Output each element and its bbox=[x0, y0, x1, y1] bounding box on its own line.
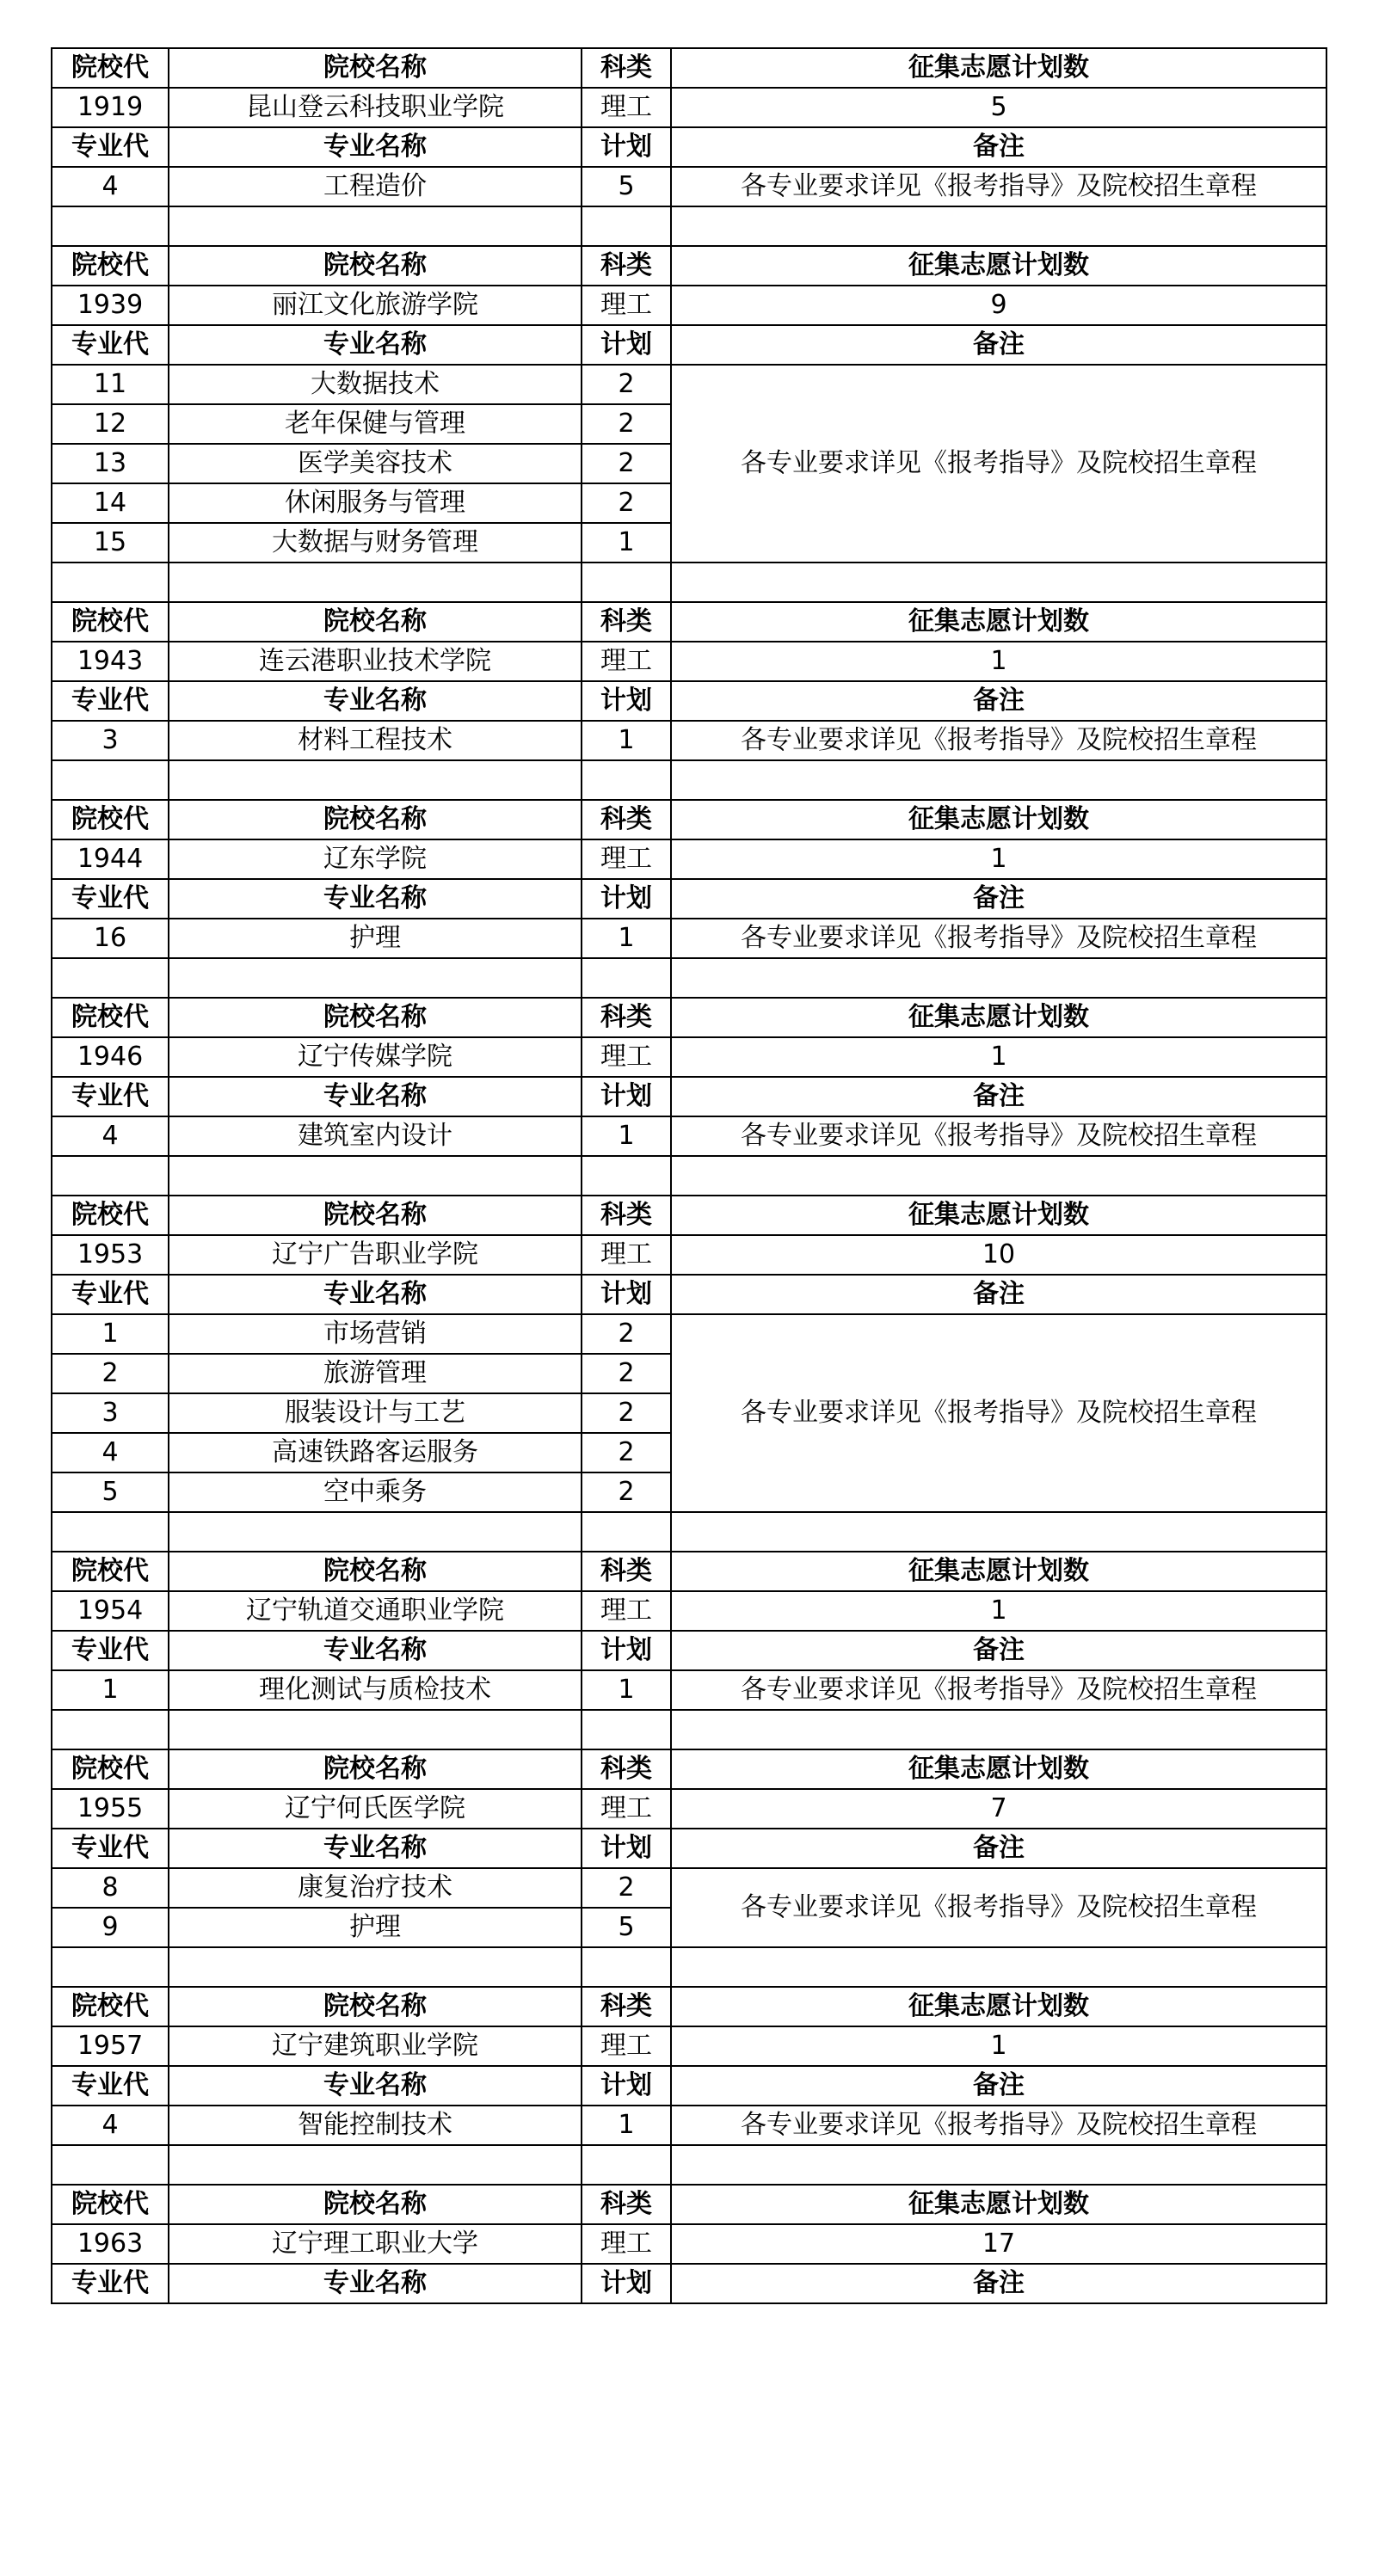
major-code: 14 bbox=[52, 483, 169, 523]
major-name: 护理 bbox=[169, 1908, 582, 1947]
school-name: 辽宁何氏医学院 bbox=[169, 1789, 582, 1829]
major-plan: 2 bbox=[582, 483, 671, 523]
school-name-header: 院校名称 bbox=[169, 1749, 582, 1789]
empty-cell bbox=[52, 563, 169, 602]
spacer-row bbox=[52, 760, 1326, 800]
empty-cell bbox=[582, 563, 671, 602]
school-quota: 1 bbox=[671, 2026, 1326, 2066]
major-plan: 1 bbox=[582, 2106, 671, 2145]
category-header: 科类 bbox=[582, 1196, 671, 1235]
school-category: 理工 bbox=[582, 88, 671, 127]
note-header: 备注 bbox=[671, 2066, 1326, 2106]
school-quota: 1 bbox=[671, 642, 1326, 681]
note-header: 备注 bbox=[671, 1829, 1326, 1868]
major-note: 各专业要求详见《报考指导》及院校招生章程 bbox=[671, 1868, 1326, 1947]
major-name: 理化测试与质检技术 bbox=[169, 1670, 582, 1710]
plan-header: 计划 bbox=[582, 879, 671, 919]
school-code-header: 院校代 bbox=[52, 1987, 169, 2026]
empty-cell bbox=[52, 2145, 169, 2185]
school-name-header: 院校名称 bbox=[169, 2185, 582, 2224]
school-header-row bbox=[52, 1987, 1326, 2026]
empty-cell bbox=[52, 1947, 169, 1987]
plan-header: 计划 bbox=[582, 1631, 671, 1670]
major-code-header: 专业代 bbox=[52, 2066, 169, 2106]
major-note: 各专业要求详见《报考指导》及院校招生章程 bbox=[671, 167, 1326, 206]
school-quota: 7 bbox=[671, 1789, 1326, 1829]
major-name: 休闲服务与管理 bbox=[169, 483, 582, 523]
plan-header: 计划 bbox=[582, 127, 671, 167]
major-name-header: 专业名称 bbox=[169, 2264, 582, 2303]
school-header-row bbox=[52, 1552, 1326, 1591]
note-header: 备注 bbox=[671, 1077, 1326, 1116]
major-name: 空中乘务 bbox=[169, 1472, 582, 1512]
major-name: 大数据与财务管理 bbox=[169, 523, 582, 563]
empty-cell bbox=[582, 1710, 671, 1749]
major-name-header: 专业名称 bbox=[169, 681, 582, 721]
empty-cell bbox=[582, 760, 671, 800]
major-plan: 2 bbox=[582, 444, 671, 483]
spacer-row bbox=[52, 1512, 1326, 1552]
major-code: 13 bbox=[52, 444, 169, 483]
major-name-header: 专业名称 bbox=[169, 325, 582, 365]
empty-cell bbox=[169, 563, 582, 602]
quota-header: 征集志愿计划数 bbox=[671, 246, 1326, 286]
empty-cell bbox=[671, 1156, 1326, 1196]
major-code: 4 bbox=[52, 1116, 169, 1156]
plan-header: 计划 bbox=[582, 2066, 671, 2106]
major-row bbox=[52, 1868, 1326, 1908]
category-header: 科类 bbox=[582, 2185, 671, 2224]
major-header-row bbox=[52, 1275, 1326, 1314]
empty-cell bbox=[169, 206, 582, 246]
major-plan: 1 bbox=[582, 523, 671, 563]
school-code-header: 院校代 bbox=[52, 800, 169, 839]
major-name: 服装设计与工艺 bbox=[169, 1393, 582, 1433]
major-header-row bbox=[52, 1829, 1326, 1868]
school-code: 1954 bbox=[52, 1591, 169, 1631]
major-code: 3 bbox=[52, 1393, 169, 1433]
empty-cell bbox=[169, 760, 582, 800]
major-name-header: 专业名称 bbox=[169, 1631, 582, 1670]
category-header: 科类 bbox=[582, 602, 671, 642]
major-name: 康复治疗技术 bbox=[169, 1868, 582, 1908]
school-name: 连云港职业技术学院 bbox=[169, 642, 582, 681]
school-category: 理工 bbox=[582, 1235, 671, 1275]
school-quota: 1 bbox=[671, 839, 1326, 879]
school-header-row bbox=[52, 1749, 1326, 1789]
major-plan: 2 bbox=[582, 1314, 671, 1354]
school-category: 理工 bbox=[582, 2224, 671, 2264]
major-plan: 2 bbox=[582, 365, 671, 404]
plan-header: 计划 bbox=[582, 1275, 671, 1314]
major-name-header: 专业名称 bbox=[169, 127, 582, 167]
school-quota: 10 bbox=[671, 1235, 1326, 1275]
school-name: 辽宁建筑职业学院 bbox=[169, 2026, 582, 2066]
school-category: 理工 bbox=[582, 2026, 671, 2066]
quota-header: 征集志愿计划数 bbox=[671, 2185, 1326, 2224]
school-category: 理工 bbox=[582, 1591, 671, 1631]
major-header-row bbox=[52, 879, 1326, 919]
school-name-header: 院校名称 bbox=[169, 800, 582, 839]
school-code-header: 院校代 bbox=[52, 48, 169, 88]
school-name-header: 院校名称 bbox=[169, 998, 582, 1037]
school-code: 1953 bbox=[52, 1235, 169, 1275]
school-category: 理工 bbox=[582, 1037, 671, 1077]
empty-cell bbox=[169, 1512, 582, 1552]
school-code-header: 院校代 bbox=[52, 998, 169, 1037]
school-quota: 1 bbox=[671, 1037, 1326, 1077]
quota-header: 征集志愿计划数 bbox=[671, 800, 1326, 839]
quota-header: 征集志愿计划数 bbox=[671, 48, 1326, 88]
spacer-row bbox=[52, 1947, 1326, 1987]
school-header-row bbox=[52, 998, 1326, 1037]
major-code: 8 bbox=[52, 1868, 169, 1908]
major-name: 建筑室内设计 bbox=[169, 1116, 582, 1156]
empty-cell bbox=[582, 1512, 671, 1552]
major-name: 工程造价 bbox=[169, 167, 582, 206]
major-plan: 1 bbox=[582, 919, 671, 958]
plan-header: 计划 bbox=[582, 1829, 671, 1868]
quota-header: 征集志愿计划数 bbox=[671, 1552, 1326, 1591]
major-code: 3 bbox=[52, 721, 169, 760]
major-code: 9 bbox=[52, 1908, 169, 1947]
major-note: 各专业要求详见《报考指导》及院校招生章程 bbox=[671, 1670, 1326, 1710]
empty-cell bbox=[169, 1947, 582, 1987]
plan-header: 计划 bbox=[582, 325, 671, 365]
major-code: 4 bbox=[52, 1433, 169, 1472]
school-name-header: 院校名称 bbox=[169, 246, 582, 286]
note-header: 备注 bbox=[671, 879, 1326, 919]
major-note: 各专业要求详见《报考指导》及院校招生章程 bbox=[671, 365, 1326, 563]
spacer-row bbox=[52, 1156, 1326, 1196]
major-row bbox=[52, 1116, 1326, 1156]
major-header-row bbox=[52, 127, 1326, 167]
quota-header: 征集志愿计划数 bbox=[671, 602, 1326, 642]
admission-plan-table bbox=[51, 47, 1327, 2304]
major-plan: 2 bbox=[582, 1433, 671, 1472]
empty-cell bbox=[582, 958, 671, 998]
empty-cell bbox=[671, 206, 1326, 246]
quota-header: 征集志愿计划数 bbox=[671, 1749, 1326, 1789]
school-code-header: 院校代 bbox=[52, 1196, 169, 1235]
major-name: 大数据技术 bbox=[169, 365, 582, 404]
category-header: 科类 bbox=[582, 48, 671, 88]
major-plan: 1 bbox=[582, 1670, 671, 1710]
school-category: 理工 bbox=[582, 286, 671, 325]
school-name: 辽宁传媒学院 bbox=[169, 1037, 582, 1077]
school-header-row bbox=[52, 48, 1326, 88]
school-category: 理工 bbox=[582, 1789, 671, 1829]
major-code-header: 专业代 bbox=[52, 127, 169, 167]
spacer-row bbox=[52, 563, 1326, 602]
empty-cell bbox=[52, 760, 169, 800]
spacer-row bbox=[52, 1710, 1326, 1749]
empty-cell bbox=[52, 1512, 169, 1552]
school-quota: 17 bbox=[671, 2224, 1326, 2264]
school-row bbox=[52, 1789, 1326, 1829]
school-name: 辽宁轨道交通职业学院 bbox=[169, 1591, 582, 1631]
school-name: 丽江文化旅游学院 bbox=[169, 286, 582, 325]
major-name-header: 专业名称 bbox=[169, 1829, 582, 1868]
major-code: 4 bbox=[52, 167, 169, 206]
note-header: 备注 bbox=[671, 681, 1326, 721]
school-header-row bbox=[52, 602, 1326, 642]
major-row bbox=[52, 1314, 1326, 1354]
major-row bbox=[52, 1670, 1326, 1710]
empty-cell bbox=[52, 958, 169, 998]
category-header: 科类 bbox=[582, 1749, 671, 1789]
empty-cell bbox=[671, 760, 1326, 800]
quota-header: 征集志愿计划数 bbox=[671, 1196, 1326, 1235]
empty-cell bbox=[169, 1710, 582, 1749]
school-code: 1946 bbox=[52, 1037, 169, 1077]
major-header-row bbox=[52, 325, 1326, 365]
major-name: 护理 bbox=[169, 919, 582, 958]
major-row bbox=[52, 919, 1326, 958]
major-note: 各专业要求详见《报考指导》及院校招生章程 bbox=[671, 721, 1326, 760]
major-plan: 2 bbox=[582, 1868, 671, 1908]
major-name: 高速铁路客运服务 bbox=[169, 1433, 582, 1472]
major-header-row bbox=[52, 1631, 1326, 1670]
major-code-header: 专业代 bbox=[52, 1275, 169, 1314]
school-name: 辽宁理工职业大学 bbox=[169, 2224, 582, 2264]
major-name-header: 专业名称 bbox=[169, 2066, 582, 2106]
major-row bbox=[52, 721, 1326, 760]
major-plan: 2 bbox=[582, 404, 671, 444]
empty-cell bbox=[671, 563, 1326, 602]
category-header: 科类 bbox=[582, 998, 671, 1037]
major-note: 各专业要求详见《报考指导》及院校招生章程 bbox=[671, 1314, 1326, 1512]
major-plan: 5 bbox=[582, 167, 671, 206]
major-code-header: 专业代 bbox=[52, 325, 169, 365]
category-header: 科类 bbox=[582, 1987, 671, 2026]
empty-cell bbox=[671, 1710, 1326, 1749]
major-code: 1 bbox=[52, 1670, 169, 1710]
school-code: 1944 bbox=[52, 839, 169, 879]
school-name-header: 院校名称 bbox=[169, 1987, 582, 2026]
school-code: 1963 bbox=[52, 2224, 169, 2264]
school-code-header: 院校代 bbox=[52, 1552, 169, 1591]
note-header: 备注 bbox=[671, 1631, 1326, 1670]
school-code: 1955 bbox=[52, 1789, 169, 1829]
school-name: 辽宁广告职业学院 bbox=[169, 1235, 582, 1275]
major-code-header: 专业代 bbox=[52, 1077, 169, 1116]
school-code-header: 院校代 bbox=[52, 2185, 169, 2224]
school-row bbox=[52, 1591, 1326, 1631]
empty-cell bbox=[169, 2145, 582, 2185]
school-code-header: 院校代 bbox=[52, 602, 169, 642]
school-name-header: 院校名称 bbox=[169, 1196, 582, 1235]
spacer-row bbox=[52, 958, 1326, 998]
school-header-row bbox=[52, 1196, 1326, 1235]
school-category: 理工 bbox=[582, 642, 671, 681]
school-code: 1943 bbox=[52, 642, 169, 681]
empty-cell bbox=[671, 1512, 1326, 1552]
major-code: 5 bbox=[52, 1472, 169, 1512]
note-header: 备注 bbox=[671, 2264, 1326, 2303]
school-code: 1957 bbox=[52, 2026, 169, 2066]
empty-cell bbox=[582, 1156, 671, 1196]
major-code-header: 专业代 bbox=[52, 879, 169, 919]
empty-cell bbox=[52, 1156, 169, 1196]
school-header-row bbox=[52, 800, 1326, 839]
empty-cell bbox=[582, 2145, 671, 2185]
major-name: 市场营销 bbox=[169, 1314, 582, 1354]
major-header-row bbox=[52, 1077, 1326, 1116]
empty-cell bbox=[52, 1710, 169, 1749]
major-code: 11 bbox=[52, 365, 169, 404]
school-code-header: 院校代 bbox=[52, 246, 169, 286]
major-row bbox=[52, 365, 1326, 404]
school-row bbox=[52, 2224, 1326, 2264]
school-header-row bbox=[52, 2185, 1326, 2224]
school-row bbox=[52, 286, 1326, 325]
major-plan: 5 bbox=[582, 1908, 671, 1947]
major-note: 各专业要求详见《报考指导》及院校招生章程 bbox=[671, 2106, 1326, 2145]
plan-header: 计划 bbox=[582, 2264, 671, 2303]
note-header: 备注 bbox=[671, 127, 1326, 167]
school-code-header: 院校代 bbox=[52, 1749, 169, 1789]
school-quota: 1 bbox=[671, 1591, 1326, 1631]
major-name: 智能控制技术 bbox=[169, 2106, 582, 2145]
empty-cell bbox=[671, 1947, 1326, 1987]
major-plan: 1 bbox=[582, 721, 671, 760]
school-quota: 5 bbox=[671, 88, 1326, 127]
major-code-header: 专业代 bbox=[52, 2264, 169, 2303]
major-code: 1 bbox=[52, 1314, 169, 1354]
major-header-row bbox=[52, 681, 1326, 721]
note-header: 备注 bbox=[671, 1275, 1326, 1314]
school-name-header: 院校名称 bbox=[169, 602, 582, 642]
major-code: 16 bbox=[52, 919, 169, 958]
quota-header: 征集志愿计划数 bbox=[671, 1987, 1326, 2026]
category-header: 科类 bbox=[582, 246, 671, 286]
major-code: 4 bbox=[52, 2106, 169, 2145]
major-plan: 2 bbox=[582, 1354, 671, 1393]
empty-cell bbox=[582, 1947, 671, 1987]
major-name-header: 专业名称 bbox=[169, 1077, 582, 1116]
major-header-row bbox=[52, 2264, 1326, 2303]
plan-header: 计划 bbox=[582, 1077, 671, 1116]
major-code: 12 bbox=[52, 404, 169, 444]
school-name: 昆山登云科技职业学院 bbox=[169, 88, 582, 127]
major-code: 15 bbox=[52, 523, 169, 563]
school-row bbox=[52, 1037, 1326, 1077]
empty-cell bbox=[671, 958, 1326, 998]
school-header-row bbox=[52, 246, 1326, 286]
school-row bbox=[52, 1235, 1326, 1275]
school-name-header: 院校名称 bbox=[169, 1552, 582, 1591]
major-code-header: 专业代 bbox=[52, 681, 169, 721]
major-code-header: 专业代 bbox=[52, 1829, 169, 1868]
school-quota: 9 bbox=[671, 286, 1326, 325]
major-row bbox=[52, 167, 1326, 206]
major-name: 材料工程技术 bbox=[169, 721, 582, 760]
empty-cell bbox=[671, 2145, 1326, 2185]
spacer-row bbox=[52, 206, 1326, 246]
school-row bbox=[52, 839, 1326, 879]
school-row bbox=[52, 642, 1326, 681]
category-header: 科类 bbox=[582, 800, 671, 839]
school-row bbox=[52, 88, 1326, 127]
school-code: 1919 bbox=[52, 88, 169, 127]
major-header-row bbox=[52, 2066, 1326, 2106]
major-name: 老年保健与管理 bbox=[169, 404, 582, 444]
major-plan: 2 bbox=[582, 1393, 671, 1433]
category-header: 科类 bbox=[582, 1552, 671, 1591]
school-category: 理工 bbox=[582, 839, 671, 879]
major-note: 各专业要求详见《报考指导》及院校招生章程 bbox=[671, 919, 1326, 958]
major-name: 旅游管理 bbox=[169, 1354, 582, 1393]
school-name: 辽东学院 bbox=[169, 839, 582, 879]
major-note: 各专业要求详见《报考指导》及院校招生章程 bbox=[671, 1116, 1326, 1156]
plan-header: 计划 bbox=[582, 681, 671, 721]
major-plan: 2 bbox=[582, 1472, 671, 1512]
empty-cell bbox=[169, 1156, 582, 1196]
empty-cell bbox=[52, 206, 169, 246]
major-code: 2 bbox=[52, 1354, 169, 1393]
major-name-header: 专业名称 bbox=[169, 1275, 582, 1314]
empty-cell bbox=[169, 958, 582, 998]
major-code-header: 专业代 bbox=[52, 1631, 169, 1670]
note-header: 备注 bbox=[671, 325, 1326, 365]
major-row bbox=[52, 2106, 1326, 2145]
spacer-row bbox=[52, 2145, 1326, 2185]
school-row bbox=[52, 2026, 1326, 2066]
quota-header: 征集志愿计划数 bbox=[671, 998, 1326, 1037]
school-code: 1939 bbox=[52, 286, 169, 325]
empty-cell bbox=[582, 206, 671, 246]
school-name-header: 院校名称 bbox=[169, 48, 582, 88]
major-name-header: 专业名称 bbox=[169, 879, 582, 919]
major-name: 医学美容技术 bbox=[169, 444, 582, 483]
major-plan: 1 bbox=[582, 1116, 671, 1156]
admission-plan-table-body bbox=[52, 48, 1326, 2303]
